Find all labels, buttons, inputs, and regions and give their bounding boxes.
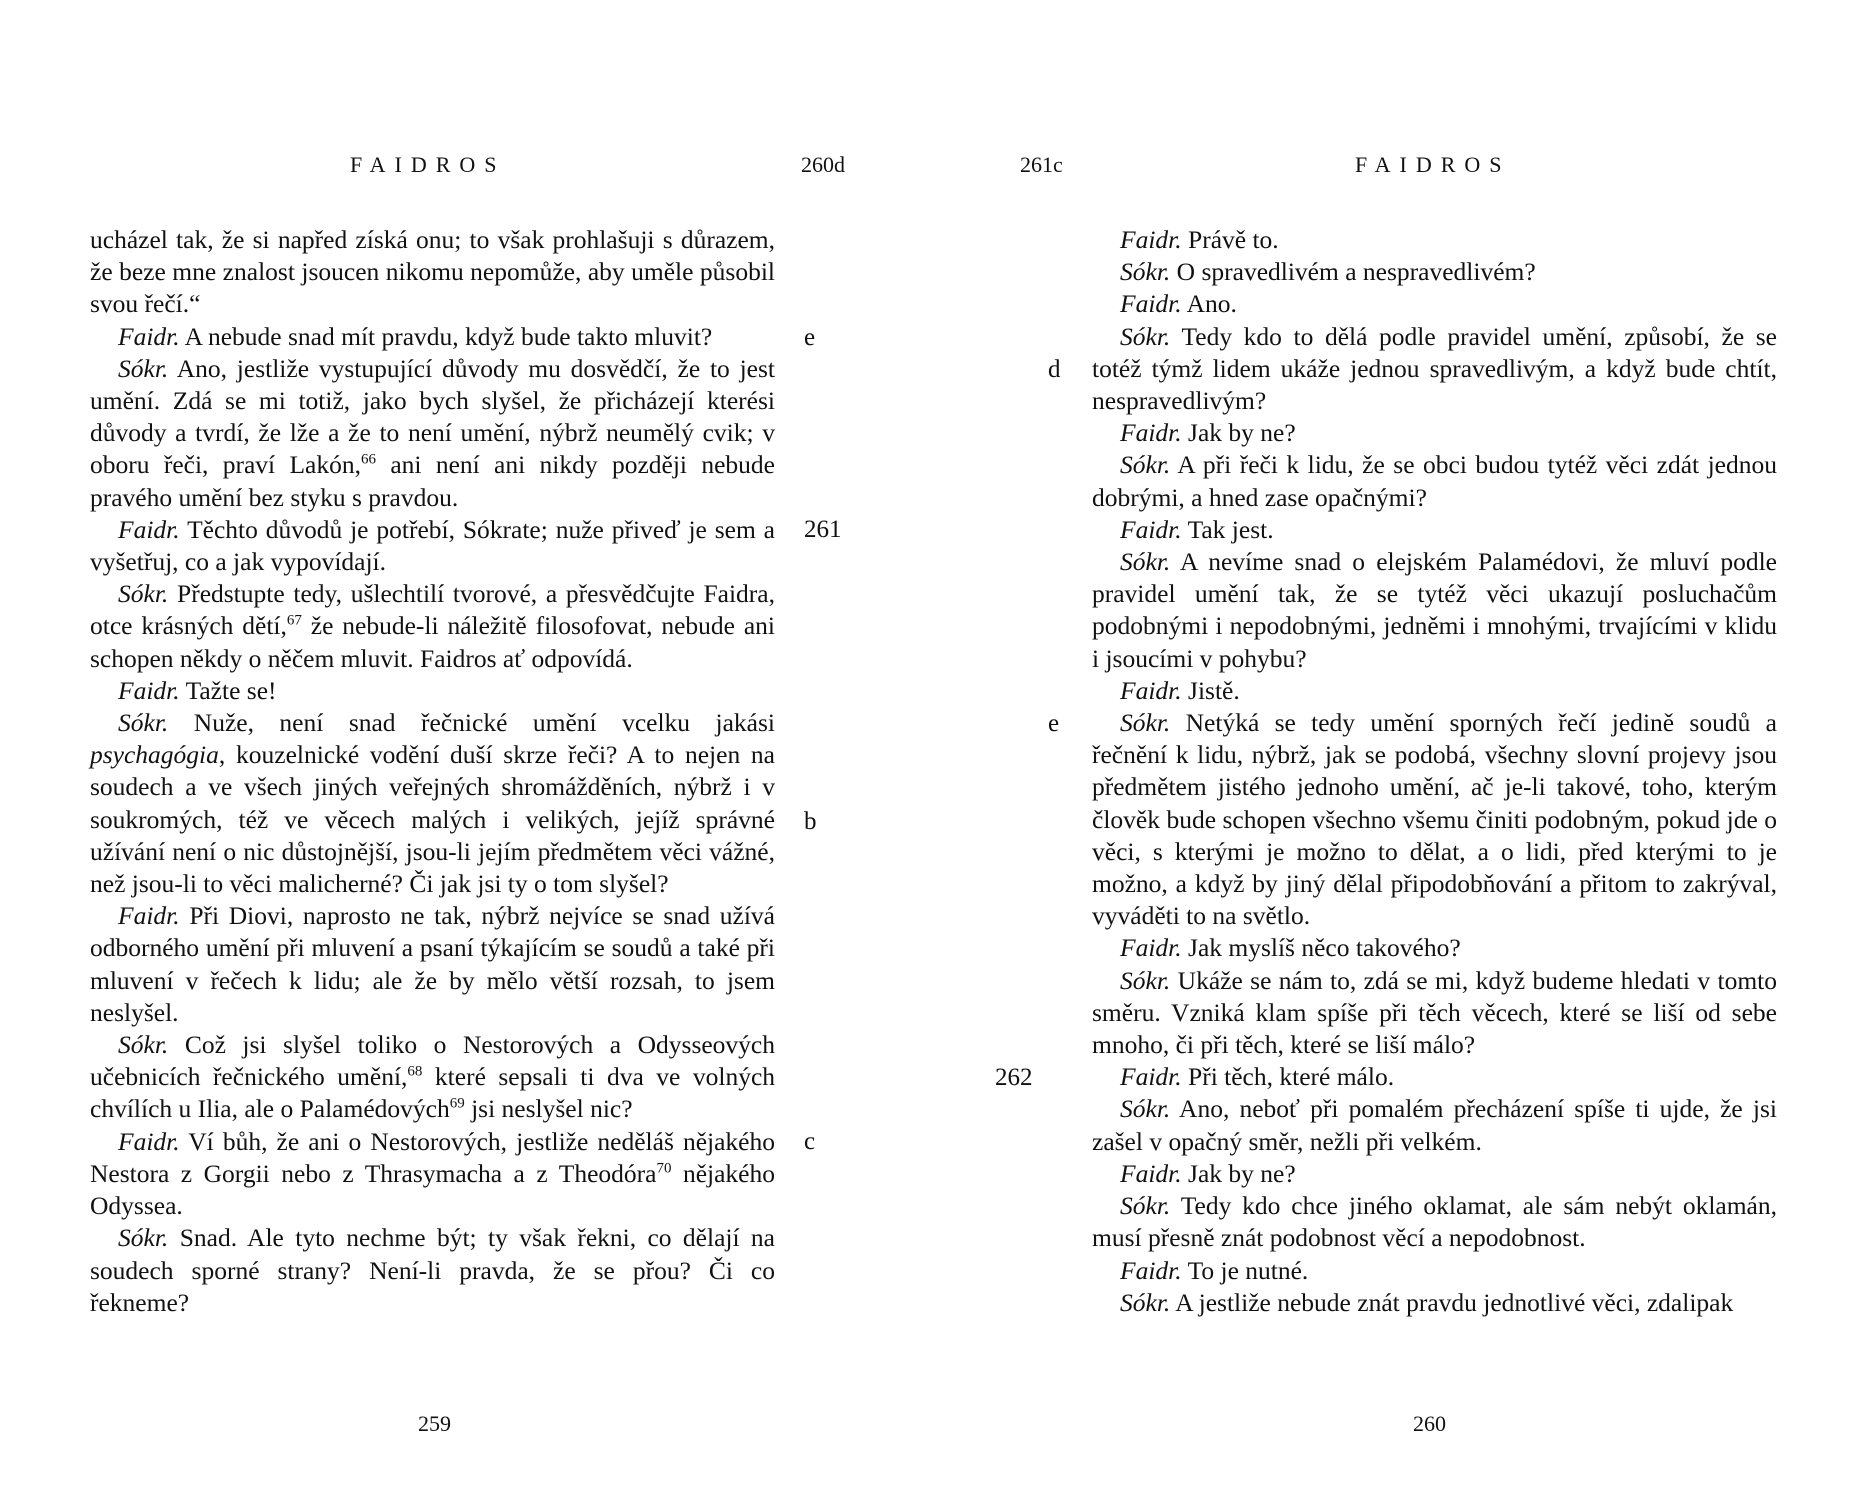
- paragraph: ucházel tak, že si napřed získá onu; to však prohlašuji s důrazem, že beze mne znalost jsoucen nikomu nepomůže, aby uměle působil svou řečí.“: [90, 225, 775, 319]
- paragraph: Sókr. Ano, neboť při pomalém přecházení spíše ti ujde, že jsi zašel v opačný směr, nežli při velkém.: [1092, 1094, 1777, 1156]
- paragraph: Faidr. Jak myslíš něco takového?: [1120, 933, 1461, 963]
- speaker: Faidr.: [1120, 675, 1182, 705]
- paragraph: Sókr. A při řeči k lidu, že se obci budou tytéž věci zdát jednou dobrými, a hned zase opačnými?: [1092, 450, 1778, 512]
- speaker: Sókr.: [118, 708, 169, 738]
- right-text-column: [1092, 224, 1777, 1319]
- speaker: Faidr.: [1120, 289, 1182, 319]
- speaker: Sókr.: [1120, 450, 1171, 480]
- speaker: Faidr.: [118, 675, 180, 705]
- footnote-marker: 69: [449, 1095, 465, 1112]
- speaker: Sókr.: [1120, 321, 1171, 351]
- section-reference: 261c: [1020, 152, 1063, 177]
- speaker: Sókr.: [1120, 547, 1171, 577]
- speaker: Sókr.: [1120, 257, 1171, 287]
- paragraph: Faidr. Při Diovi, naprosto ne tak, nýbrž nejvíce se snad užívá odborného umění při mluvení a psaní týkajícím se soudů a také při mluvení v řečech k lidu; ale že by mělo větší rozsah, to jsem neslyšel.: [90, 901, 775, 1027]
- speaker: Sókr.: [118, 579, 169, 609]
- paragraph: Sókr. Ano, jestliže vystupující důvody mu dosvědčí, že to jest umění. Zdá se mi totiž, jako bych slyšel, že přicházejí kterési důvody a tvrdí, že lže a že to není umění, nýbrž neumělý cvik; v oboru řeči, praví Lakón,$^{66}$ ani není ani nikdy později nebude pravého umění bez styku s pravdou.: [90, 353, 775, 512]
- paragraph: Faidr. A nebude snad mít pravdu, když bude takto mluvit?: [118, 321, 713, 351]
- speaker: Sókr.: [1120, 1094, 1171, 1124]
- speaker: Faidr.: [118, 901, 180, 931]
- paragraph: Faidr. Jak by ne?: [1120, 418, 1296, 448]
- speaker: Faidr.: [1120, 514, 1182, 544]
- running-title: FAIDROS: [1355, 152, 1511, 177]
- speaker: Faidr.: [1120, 1062, 1182, 1092]
- stephanus-marker: e: [804, 324, 816, 351]
- paragraph: Sókr. A jestliže nebude znát pravdu jednotlivé věci, zdalipak: [1120, 1287, 1734, 1317]
- paragraph: Faidr. Těchto důvodů je potřebí, Sókrate; nuže přiveď je sem a vyšetřuj, co a jak vypovídají.: [90, 514, 775, 577]
- page-number: 260: [1413, 1411, 1446, 1436]
- speaker: Faidr.: [1120, 225, 1182, 254]
- paragraph: Faidr. Tak jest.: [1120, 514, 1274, 544]
- stephanus-marker: b: [804, 808, 817, 835]
- paragraph: Faidr. Při těch, které málo.: [1120, 1062, 1395, 1092]
- paragraph: Sókr. Snad. Ale tyto nechme být; ty však řekni, co dělají na soudech sporné strany? Není-li pravda, že se přou? Či co řekneme?: [90, 1223, 776, 1317]
- stephanus-marker: 261: [804, 516, 842, 543]
- speaker: Faidr.: [1120, 418, 1182, 448]
- paragraph: Sókr. Předstupte tedy, ušlechtilí tvorové, a přesvědčujte Faidra, otce krásných dětí,$^{67}$ že nebude-li náležitě filosofovat, nebude ani schopen někdy o něčem mluvit. Faidros ať odpovídá.: [90, 579, 775, 673]
- speaker: Sókr.: [1120, 1287, 1171, 1317]
- speaker: Faidr.: [118, 1126, 180, 1156]
- speaker: Sókr.: [1120, 708, 1171, 738]
- speaker: Sókr.: [1120, 965, 1171, 995]
- paragraph: Sókr. Nuže, není snad řečnické umění vcelku jakási psychagógia, kouzelnické vodění duší skrze řeči? A to nejen na soudech a ve všech jiných veřejných shromážděních, nýbrž i v soukromých, též ve věcech malých i velikých, jejíž správné užívání není o nic důstojnější, jsou-li jejím předmětem věci vážné, než jsou-li to věci malicherné? Či jak jsi ty o tom slyšel?: [90, 708, 776, 899]
- section-reference: 260d: [801, 152, 845, 177]
- stephanus-marker: d: [1048, 356, 1061, 383]
- stephanus-marker: e: [1048, 710, 1060, 737]
- paragraph: Sókr. O spravedlivém a nespravedlivém?: [1120, 257, 1536, 287]
- paragraph: Faidr. To je nutné.: [1120, 1255, 1309, 1285]
- paragraph: Sókr. A nevíme snad o elejském Palamédovi, že mluví podle pravidel umění tak, že se tytéž věci ukazují posluchačům podobnými i nepodobnými, jedněmi i mnohými, trvajícími v klidu i jsoucími v pohybu?: [1092, 547, 1778, 673]
- speaker: Sókr.: [118, 1223, 169, 1253]
- speaker: Faidr.: [118, 514, 180, 544]
- paragraph: Sókr. Tedy kdo to dělá podle pravidel umění, způsobí, že se totéž týmž lidem ukáže jednou spravedlivým, a když bude chtít, nespravedlivým?: [1092, 321, 1777, 416]
- speaker: Faidr.: [1120, 1255, 1182, 1285]
- stephanus-marker: 262: [995, 1064, 1033, 1091]
- paragraph: Faidr. Právě to.: [1120, 225, 1279, 254]
- paragraph: Faidr. Jak by ne?: [1120, 1158, 1296, 1188]
- speaker: Faidr.: [1120, 933, 1182, 963]
- stephanus-marker: c: [804, 1128, 816, 1155]
- footnote-marker: 68: [407, 1063, 423, 1080]
- speaker: Faidr.: [1120, 1158, 1182, 1188]
- running-title: FAIDROS: [350, 152, 506, 177]
- right-page: [931, 0, 1862, 1501]
- speaker: Sókr.: [118, 1030, 169, 1060]
- left-text-column: [90, 224, 775, 1319]
- footnote-marker: 70: [656, 1160, 672, 1177]
- footnote-marker: 66: [361, 451, 376, 468]
- speaker: Sókr.: [118, 353, 169, 383]
- paragraph: Faidr. Ano.: [1120, 289, 1237, 319]
- footnote-marker: 67: [286, 612, 302, 629]
- paragraph: Sókr. Ukáže se nám to, zdá se mi, když budeme hledati v tomto směru. Vzniká klam spíše při těch věcech, které se liší od sebe mnoho, či při těch, které se liší málo?: [1092, 965, 1777, 1060]
- paragraph: Sókr. Tedy kdo chce jiného oklamat, ale sám nebýt oklamán, musí přesně znát podobnost věcí a nepodobnost.: [1092, 1191, 1778, 1253]
- speaker: Faidr.: [118, 321, 180, 351]
- speaker: Sókr.: [1120, 1191, 1171, 1221]
- paragraph: Sókr. Což jsi slyšel toliko o Nestorových a Odysseových učebnicích řečnického umění,$^{68}$ které sepsali ti dva ve volných chvílích u Ilia, ale o Palamédových$^{69}$ jsi neslyšel nic?: [90, 1030, 776, 1124]
- paragraph: Faidr. Ví bůh, že ani o Nestorových, jestliže neděláš nějakého Nestora z Gorgii nebo z Thrasymacha a z Theodóra$^{70}$ nějakého Odyssea.: [90, 1126, 775, 1221]
- paragraph: Faidr. Tažte se!: [118, 675, 277, 705]
- page-number: 259: [418, 1411, 451, 1436]
- paragraph: Sókr. Netýká se tedy umění sporných řečí jedině soudů a řečnění k lidu, nýbrž, jak se podobá, všechny slovní projevy jsou předmětem jistého jednoho umění, ač je-li takové, toho, kterým člověk bude schopen všechno všemu činiti podobným, pokud jde o věci, s kterými je možno to dělat, a o lidi, před kterými to je možno, a když by jiný dělal připodobňování a přitom to zakrýval, vyváděti to na světlo.: [1092, 708, 1777, 931]
- paragraph: Faidr. Jistě.: [1120, 675, 1240, 705]
